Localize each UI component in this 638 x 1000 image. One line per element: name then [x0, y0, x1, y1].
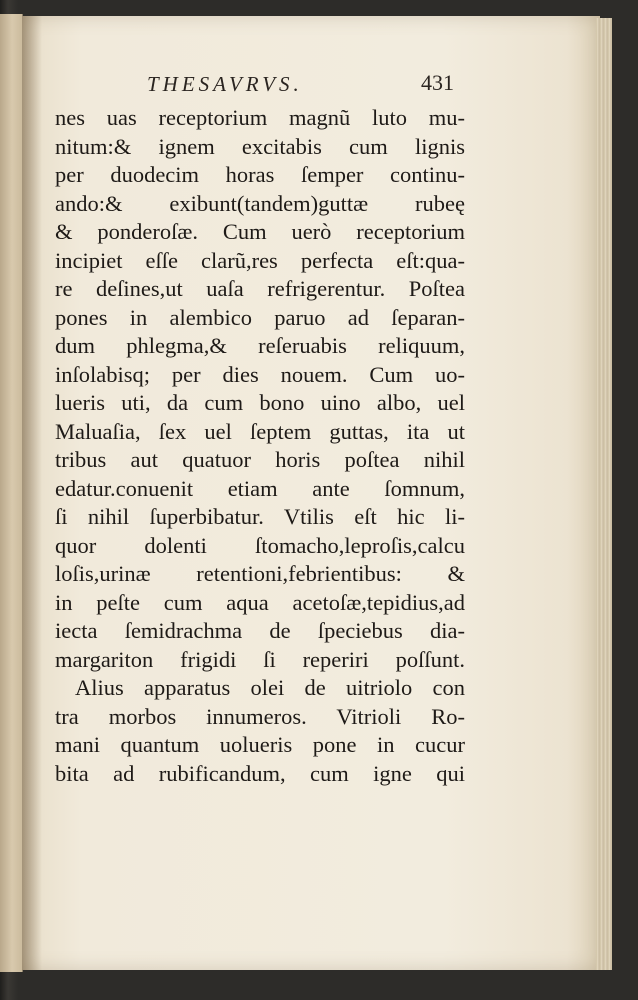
- running-head: [55, 70, 465, 102]
- text-line: mani quantum uolueris pone in cucur: [55, 732, 465, 757]
- gutter-shadow: [22, 16, 42, 970]
- text-line: & ponderoſæ. Cum uerò receptorium: [55, 219, 465, 244]
- paragraph-start-line: Alius apparatus olei de uitriolo con: [75, 675, 465, 700]
- text-line: lueris uti, da cum bono uino albo, uel: [55, 390, 465, 415]
- page-number: 431: [421, 70, 454, 95]
- text-line: pones in alembico paruo ad ſeparan-: [55, 304, 465, 330]
- text-line: dum phlegma,& reſeruabis reliquum,: [55, 333, 465, 358]
- text-line: ſi nihil ſuperbibatur. Vtilis eſt hic li-: [55, 504, 465, 529]
- text-line: quor dolenti ſtomacho,leproſis,calcu: [55, 532, 465, 558]
- text-line: tra morbos innumeros. Vitrioli Ro-: [55, 703, 465, 729]
- text-line: nitum:& ignem excitabis cum lignis: [55, 133, 465, 159]
- page-fore-edge: [596, 18, 612, 970]
- text-line: ando:& exibunt(tandem)guttæ rubeę: [55, 190, 465, 216]
- text-line: per duodecim horas ſemper continu-: [55, 162, 465, 187]
- text-line: loſis,urinæ retentioni,febrientibus: &: [55, 561, 465, 586]
- body-text: [55, 104, 465, 788]
- facing-page-edge: [0, 14, 23, 972]
- text-line: nes uas receptorium magnũ luto mu-: [55, 105, 465, 130]
- text-line: iecta ſemidrachma de ſpeciebus dia-: [55, 618, 465, 643]
- text-line: inſolabisq; per dies nouem. Cum uo-: [55, 361, 465, 387]
- text-line: Maluaſia, ſex uel ſeptem guttas, ita ut: [55, 418, 465, 444]
- text-line: incipiet eſſe clarũ,res perfecta eſt:qua-: [55, 247, 465, 273]
- text-line: re deſines,ut uaſa refrigerentur. Poſtea: [55, 276, 465, 301]
- running-head-title: THESAVRVS.: [147, 72, 303, 96]
- text-line: tribus aut quatuor horis poſtea nihil: [55, 447, 465, 472]
- text-line: edatur.conuenit etiam ante ſomnum,: [55, 475, 465, 501]
- text-line: bita ad rubificandum, cum igne qui: [55, 760, 465, 786]
- text-line: margariton frigidi ſi reperiri poſſunt.: [55, 646, 465, 672]
- text-line: in peſte cum aqua acetoſæ,tepidius,ad: [55, 589, 465, 615]
